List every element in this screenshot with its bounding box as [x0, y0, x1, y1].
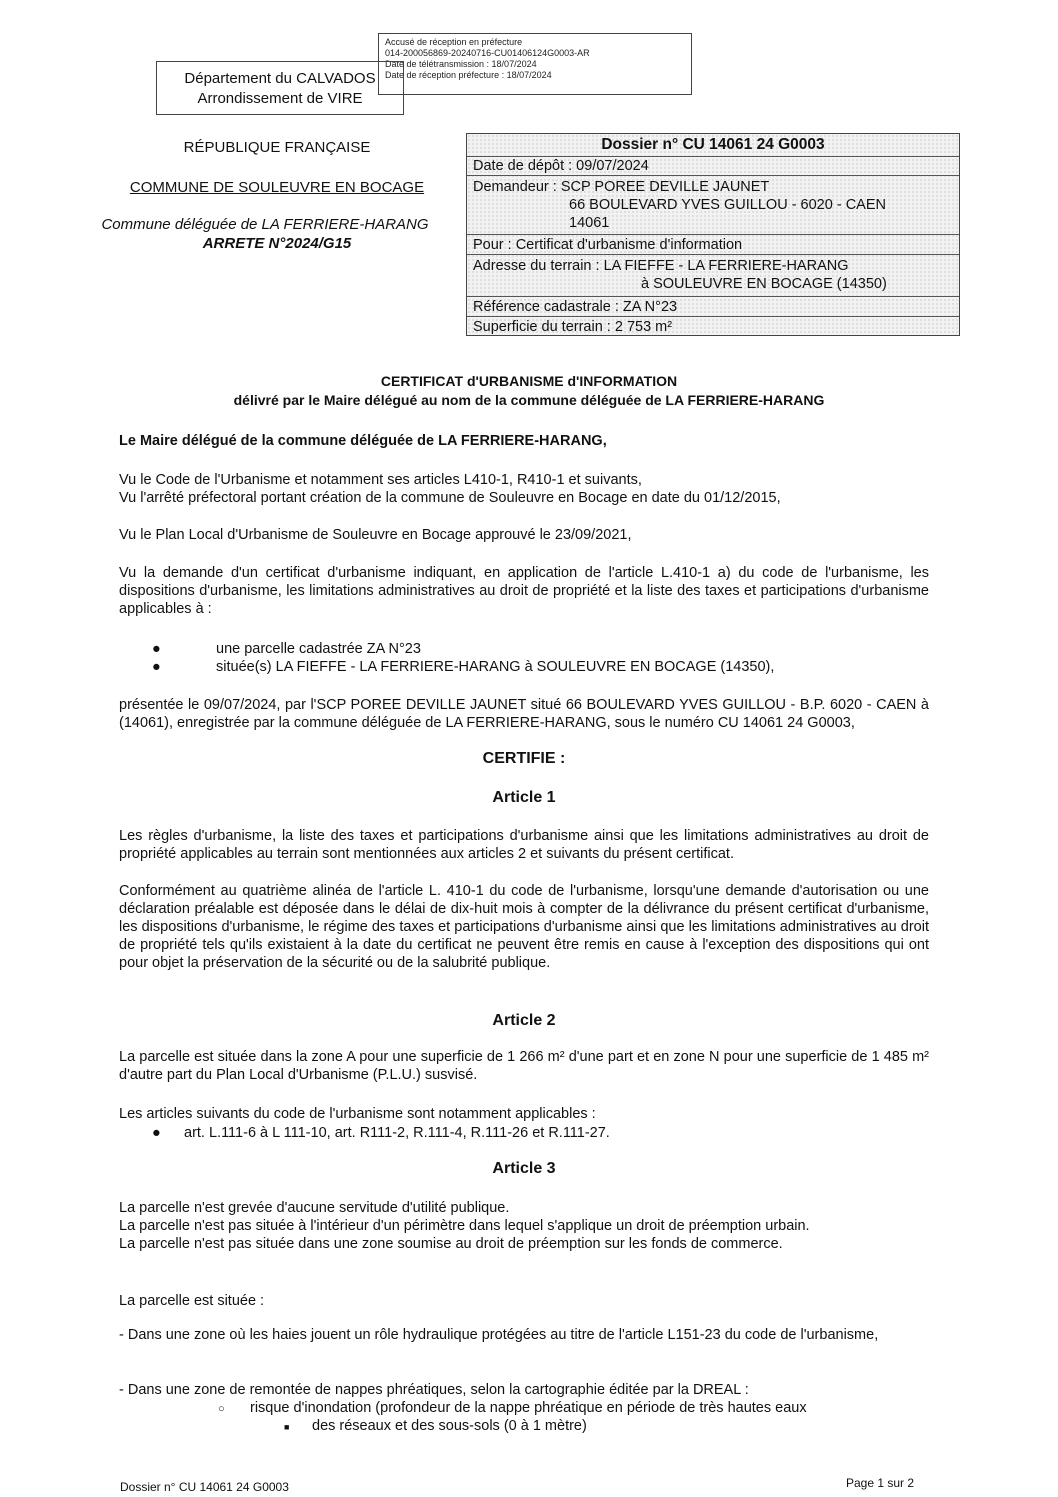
considerant-plu: Vu le Plan Local d'Urbanisme de Souleuvre en Bocage approuvé le 23/09/2021,	[119, 527, 632, 543]
dossier-info-box	[466, 133, 960, 336]
article-1-title: Article 1	[492, 789, 556, 806]
stamp-line: 014-200056869-20240716-CU01406124G0003-AR	[385, 48, 590, 58]
terrain-area: Superficie du terrain : 2 753 m²	[467, 316, 959, 336]
list-item	[218, 1399, 938, 1418]
article-3-line-1: La parcelle n'est grevée d'aucune servitude d'utilité publique.	[119, 1200, 510, 1216]
republic-heading: RÉPUBLIQUE FRANÇAISE	[183, 139, 371, 156]
applicant-address: 66 BOULEVARD YVES GUILLOU - 6020 - CAEN	[569, 197, 886, 213]
bullet-icon: ●	[152, 641, 161, 657]
request-presentation: présentée le 09/07/2024, par l'SCP POREE DEVILLE JAUNET situé 66 BOULEVARD YVES GUILLOU - B.P. 6020 - CAEN à (14061), enregistrée par la commune déléguée de LA FERRIERE-HARANG, sous le numéro CU 14061 24 G0003,	[119, 697, 929, 731]
certifie-heading: CERTIFIE :	[482, 750, 566, 767]
stamp-line: Accusé de réception en préfecture	[385, 37, 523, 47]
parcel-location: située(s) LA FIEFFE - LA FERRIERE-HARANG à SOULEUVRE EN BOCAGE (14350),	[216, 659, 775, 675]
arrete-number: ARRETE N°2024/G15	[202, 235, 352, 252]
certificate-title: CERTIFICAT d'URBANISME d'INFORMATION	[380, 373, 678, 389]
arrondissement-name: Arrondissement de VIRE	[197, 90, 363, 107]
bullet-icon: ●	[152, 1125, 161, 1141]
flood-depth: des réseaux et des sous-sols (0 à 1 mètre)	[312, 1418, 587, 1434]
considerant-code: Vu le Code de l'Urbanisme et notamment ses articles L410-1, R410-1 et suivants,	[119, 472, 642, 488]
article-1-paragraph-2: Conformément au quatrième alinéa de l'article L. 410-1 du code de l'urbanisme, lorsqu'une demande d'autorisation ou une déclaration préalable est déposée dans le délai de dix-huit mois à compter de la délivrance du présent certificat d'urbanisme, les dispositions d'urbanisme, le régime des taxes et participations d'urbanisme ainsi que les limitations administratives au droit de propriété tels qu'ils existaient à la date du certificat ne peuvent être remis en cause à l'exception des dispositions qui ont pour objet la préservation de la sécurité ou de la salubrité publique.	[119, 883, 929, 971]
article-3-line-2: La parcelle n'est pas située à l'intérieur d'un périmètre dans lequel s'applique un droit de préemption urbain.	[119, 1218, 810, 1234]
commune-heading: COMMUNE DE SOULEUVRE EN BOCAGE	[129, 179, 425, 196]
footer-dossier-number: Dossier n° CU 14061 24 G0003	[120, 1480, 289, 1494]
parcel-reference: une parcelle cadastrée ZA N°23	[216, 641, 421, 657]
delegated-commune: Commune déléguée de LA FERRIERE-HARANG	[101, 216, 429, 233]
terrain-address: Adresse du terrain : LA FIEFFE - LA FERRIERE-HARANG	[473, 258, 849, 274]
certificate-subtitle: délivré par le Maire délégué au nom de la commune déléguée de LA FERRIERE-HARANG	[233, 392, 825, 408]
terrain-town: à SOULEUVRE EN BOCAGE (14350)	[641, 276, 887, 292]
list-item	[152, 640, 932, 658]
article-2-title: Article 2	[492, 1012, 556, 1029]
square-bullet-icon: ■	[284, 1422, 290, 1432]
applicant-postcode: 14061	[569, 215, 610, 231]
parcel-situated-intro: La parcelle est située :	[119, 1293, 265, 1309]
circle-bullet-icon: ○	[218, 1403, 225, 1415]
dossier-number: Dossier n° CU 14061 24 G0003	[601, 136, 825, 153]
list-item	[284, 1417, 944, 1436]
groundwater-zone: - Dans une zone de remontée de nappes phréatiques, selon la cartographie éditée par la DREAL :	[119, 1382, 749, 1398]
hedges-zone: - Dans une zone où les haies jouent un rôle hydraulique protégées au titre de l'article L151-23 du code de l'urbanisme,	[119, 1327, 879, 1343]
article-2-paragraph-2: Les articles suivants du code de l'urbanisme sont notamment applicables :	[119, 1106, 596, 1122]
request-purpose: Pour : Certificat d'urbanisme d'information	[467, 234, 959, 254]
considerant-request: Vu la demande d'un certificat d'urbanisme indiquant, en application de l'article L.410-1 a) du code de l'urbanisme, les dispositions d'urbanisme, les limitations administratives au droit de propriété et la liste des taxes et participations d'urbanisme applicables à :	[119, 565, 929, 617]
applicant-name: Demandeur : SCP POREE DEVILLE JAUNET	[473, 179, 770, 195]
flood-risk: risque d'inondation (profondeur de la nappe phréatique en période de très hautes eaux	[250, 1400, 807, 1416]
article-1-paragraph-1: Les règles d'urbanisme, la liste des taxes et participations d'urbanisme ainsi que les limitations administratives au droit de propriété applicables au terrain sont mentionnées aux articles 2 et suivants du présent certificat.	[119, 828, 929, 862]
considerant-arrete: Vu l'arrêté préfectoral portant création de la commune de Souleuvre en Bocage en date du 01/12/2015,	[119, 490, 781, 506]
deposit-date: Date de dépôt : 09/07/2024	[467, 156, 959, 175]
list-item	[152, 1124, 932, 1142]
page-number: Page 1 sur 2	[846, 1476, 915, 1490]
department-box	[156, 61, 404, 115]
stamp-line: Date de réception préfecture : 18/07/2024	[385, 70, 552, 80]
applicant-block	[467, 175, 959, 234]
bullet-icon: ●	[152, 659, 161, 675]
article-3-title: Article 3	[492, 1160, 556, 1177]
reception-stamp	[378, 33, 692, 95]
department-name: Département du CALVADOS	[184, 70, 376, 87]
applicable-articles: art. L.111-6 à L 111-10, art. R111-2, R.111-4, R.111-26 et R.111-27.	[184, 1125, 610, 1141]
article-3-line-3: La parcelle n'est pas située dans une zone soumise au droit de préemption sur les fonds de commerce.	[119, 1236, 783, 1252]
cadastral-reference: Référence cadastrale : ZA N°23	[467, 296, 959, 316]
stamp-line: Date de télétransmission : 18/07/2024	[385, 59, 537, 69]
article-2-paragraph-1: La parcelle est située dans la zone A pour une superficie de 1 266 m² d'une part et en zone N pour une superficie de 1 485 m² d'autre part du Plan Local d'Urbanisme (P.L.U.) susvisé.	[119, 1049, 929, 1083]
terrain-address-block	[467, 254, 959, 296]
list-item	[152, 658, 942, 676]
mayor-intro: Le Maire délégué de la commune déléguée de LA FERRIERE-HARANG,	[119, 433, 607, 449]
